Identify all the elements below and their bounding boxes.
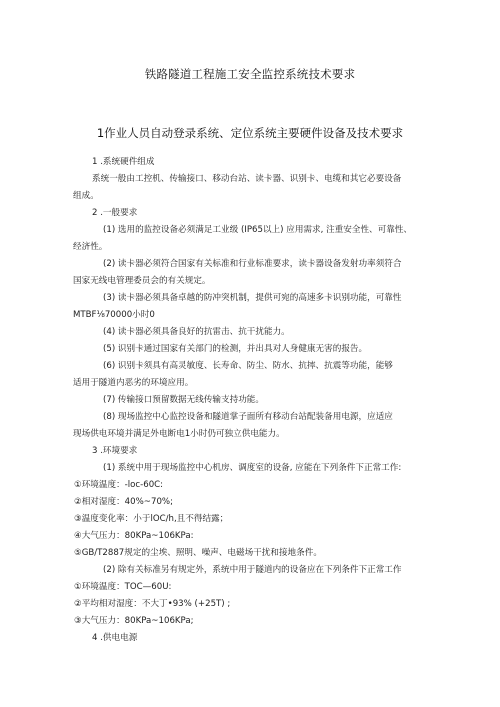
- text-line: (5) 识别卡通过国家有关部门的检测，并出具对人身健康无害的报告。: [103, 344, 368, 354]
- text-line: ②相对湿度：40%~70%;: [74, 497, 173, 507]
- text-line: ①环境温度：-loc-60C:: [74, 480, 164, 490]
- document-title: 铁路隧道工程施工安全监控系统技术要求: [144, 67, 356, 81]
- text-line: (7) 传输接口预留数据无线传输支持功能。: [103, 395, 264, 405]
- text-line: (8) 现场监控中心监控设备和隧道掌子面所有移动台站配装备用电源，应适应: [103, 412, 393, 422]
- text-line: ③大气压力：80KPa~106KPa;: [74, 616, 194, 626]
- text-line: 经济性。: [73, 242, 108, 252]
- heading-environment: 3 .环境要求: [92, 446, 138, 456]
- text-line: ②平均相对湿度：不大丁•93% (+25T) ;: [74, 599, 231, 609]
- text-line: (2) 读卡器必须符合国家有关标准和行业标准要求，读卡器设备发射功率须符合: [103, 259, 402, 269]
- text-line: (2) 除有关标准另有规定外，系统中用于隧道内的设备应在下列条件下正常工作: [103, 565, 402, 575]
- text-line: 组成。: [73, 191, 99, 201]
- heading-power-supply: 4 .供电电源: [92, 633, 138, 643]
- text-line: ⑤GB/T2887规定的尘埃、照明、噪声、电磁场干扰和接地条件。: [74, 548, 322, 558]
- text-line: MTBF⅛70000小时0: [73, 310, 155, 320]
- text-line: (3) 读卡器必须具备卓越的防冲突机制，提供可宛的高速多卡识别功能，可靠性: [103, 293, 402, 303]
- heading-general: 2 .一般要求: [92, 208, 138, 218]
- section-heading: 1作业人员自动登录系统、定位系统主要硬件设备及技术要求: [96, 126, 404, 140]
- text-line: (4) 读卡器必须具备良好的抗雷击、抗干扰能力。: [103, 327, 290, 337]
- text-line: ①环境温度：TOC—60U:: [74, 582, 172, 592]
- text-line: ④大气压力：80KPa~106KPa:: [74, 531, 194, 541]
- heading-hardware: 1 .系统硬件组成: [92, 157, 155, 167]
- text-line: (6) 识别卡须具有高灵敏度、长寿命、防尘、防水、抗摔、抗震等功能，能够: [103, 361, 393, 371]
- text-line: (1) 系统中用于现场监控中心机房、调度室的设备, 应能在下列条件下正常工作:: [103, 463, 402, 473]
- text-line: 系统一般由工控机、传输接口、移动台站、读卡器、识别卡、电缆和其它必要设备: [92, 174, 402, 184]
- text-line: 国家无线电管理委员会的有关规定。: [73, 276, 211, 286]
- text-line: 现场供电环境并满足外电断电1小时仍可独立供电能力。: [73, 429, 285, 439]
- text-line: ③温度变化率：小于lOC∕h,且不得结露；: [74, 514, 229, 524]
- text-line: 适用于隧道内恶劣的环境应用。: [73, 378, 194, 388]
- text-line: (1) 选用的监控设备必须满足工业级 (IP65以上) 应用需求, 注重安全性、可靠性、: [103, 225, 413, 235]
